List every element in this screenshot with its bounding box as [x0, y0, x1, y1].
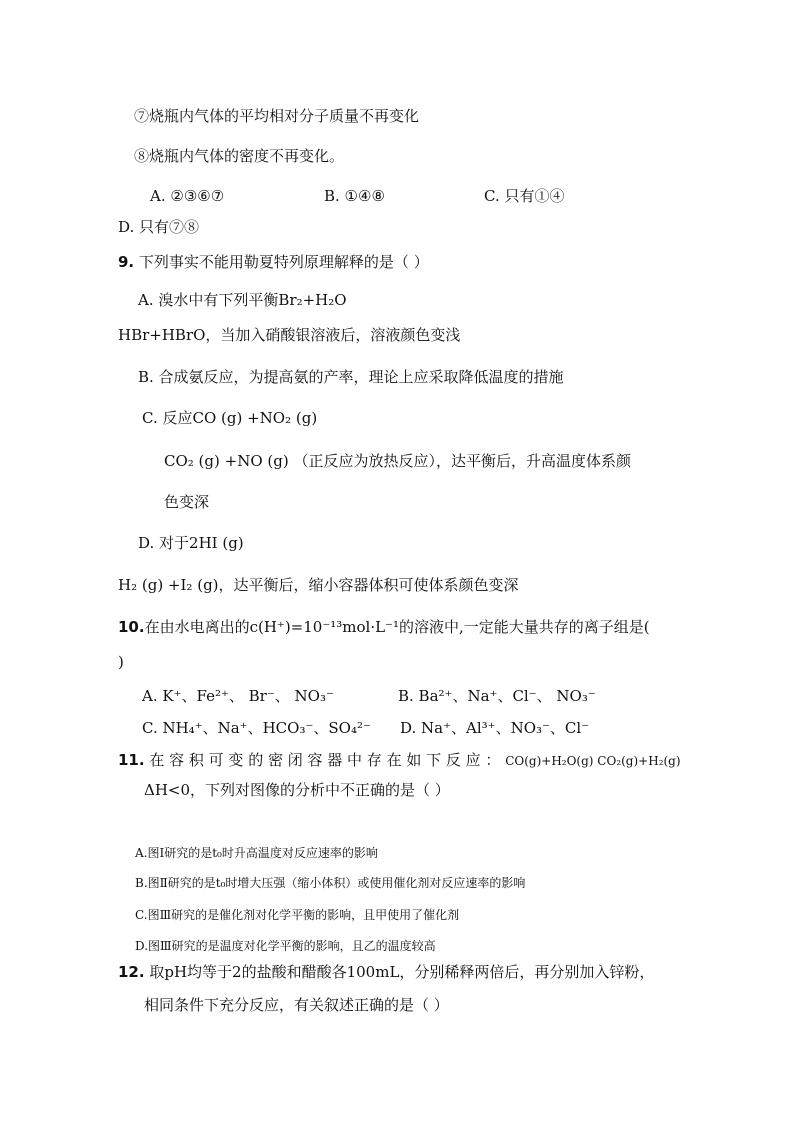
q11-option-c: C.图Ⅲ研究的是催化剂对化学平衡的影响，且甲使用了催化剂: [135, 908, 460, 922]
q8-option-a: A. ②③⑥⑦: [150, 187, 225, 205]
question-10-end: ): [118, 653, 124, 671]
question-number: 10.: [118, 618, 145, 636]
question-11-cont: ΔH<0，下列对图像的分析中不正确的是（ ）: [144, 781, 450, 799]
question-10: [118, 617, 650, 637]
q9-option-a-cont: HBr+HBrO，当加入硝酸银溶液后，溶液颜色变浅: [118, 326, 461, 344]
q9-option-c: C. 反应CO (g) +NO₂ (g): [142, 409, 318, 427]
q10-option-c: C. NH₄⁺、Na⁺、HCO₃⁻、SO₄²⁻: [142, 719, 371, 737]
q11-option-b: B.图Ⅱ研究的是t₀时增大压强（缩小体积）或使用催化剂对反应速率的影响: [135, 876, 526, 890]
q11-option-a: A.图Ⅰ研究的是t₀时升高温度对反应速率的影响: [135, 846, 378, 860]
question-text: 下列事实不能用勒夏特列原理解释的是（ ）: [138, 253, 429, 271]
condition-8: ⑧烧瓶内气体的密度不再变化。: [134, 147, 345, 165]
q8-option-c: C. 只有①④: [484, 187, 565, 205]
q11-option-d: D.图Ⅲ研究的是温度对化学平衡的影响，且乙的温度较高: [135, 939, 436, 953]
question-text: 取pH均等于2的盐酸和醋酸各100mL，分别稀释两倍后，再分别加入锌粉，: [149, 963, 655, 981]
q9-option-c-cont: CO₂ (g) +NO (g) （正反应为放热反应），达平衡后，升高温度体系颜: [164, 452, 631, 470]
reaction-equation: CO(g)+H₂O(g) CO₂(g)+H₂(g): [505, 754, 681, 768]
q10-option-b: B. Ba²⁺、Na⁺、Cl⁻、 NO₃⁻: [398, 687, 596, 705]
q9-option-d-cont: H₂ (g) +I₂ (g)，达平衡后，缩小容器体积可使体系颜色变深: [118, 576, 519, 594]
q9-option-a: A. 溴水中有下列平衡Br₂+H₂O: [138, 291, 347, 309]
question-11: [118, 750, 681, 771]
q8-option-b: B. ①④⑧: [324, 187, 385, 205]
question-text: 在 容 积 可 变 的 密 闭 容 器 中 存 在 如 下 反 应 ：: [149, 751, 501, 769]
question-12-cont: 相同条件下充分反应，有关叙述正确的是（ ）: [144, 996, 449, 1014]
q9-option-d: D. 对于2HI (g): [138, 534, 244, 552]
q9-option-b: B. 合成氨反应，为提高氨的产率，理论上应采取降低温度的措施: [138, 368, 564, 386]
question-text: 在由水电离出的c(H⁺)=10⁻¹³mol·L⁻¹的溶液中,一定能大量共存的离子组是(: [144, 618, 650, 636]
q8-option-d: D. 只有⑦⑧: [118, 218, 200, 236]
question-12: [118, 962, 654, 982]
question-number: 11.: [118, 751, 145, 769]
question-number: 12.: [118, 963, 145, 981]
q10-option-d: D. Na⁺、Al³⁺、NO₃⁻、Cl⁻: [400, 719, 590, 737]
q10-option-a: A. K⁺、Fe²⁺、 Br⁻、 NO₃⁻: [142, 687, 334, 705]
question-9: [118, 252, 429, 272]
condition-7: ⑦烧瓶内气体的平均相对分子质量不再变化: [134, 107, 420, 125]
q9-option-c-cont2: 色变深: [164, 493, 210, 511]
question-number: 9.: [118, 253, 135, 271]
